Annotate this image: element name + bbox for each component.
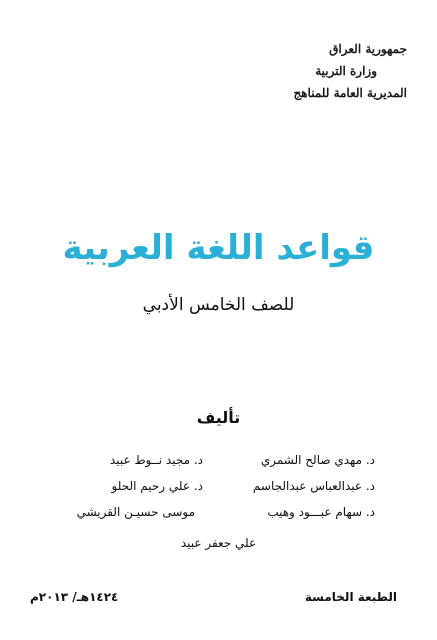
author-name: د. عبدالعباس عبدالجاسم xyxy=(252,479,375,493)
author-name: د. علي رحيم الحلو xyxy=(111,479,203,493)
author-name: علي جعفر عبيد xyxy=(180,536,257,550)
book-subtitle: للصف الخامس الأدبي xyxy=(142,295,295,315)
author-name: موسى حسيـن القريشي xyxy=(76,505,195,519)
republic-label: جمهورية العراق xyxy=(329,42,407,56)
book-title: قواعد اللغة العربية xyxy=(62,228,375,268)
publication-date: ١٤٢٤هـ/ ٢٠١٣م xyxy=(30,590,119,604)
directorate-label: المديرية العامة للمناهج xyxy=(293,86,407,100)
ministry-label: وزارة التربية xyxy=(315,64,377,78)
author-name: د. سهام عبـــود وهيب xyxy=(267,505,375,519)
author-name: د. مجيد نــوط عبيد xyxy=(109,453,203,467)
author-name: د. مهدي صالح الشمري xyxy=(260,453,375,467)
edition-label: الطبعة الخامسة xyxy=(304,590,397,604)
authoring-heading: تأليف xyxy=(196,408,241,427)
